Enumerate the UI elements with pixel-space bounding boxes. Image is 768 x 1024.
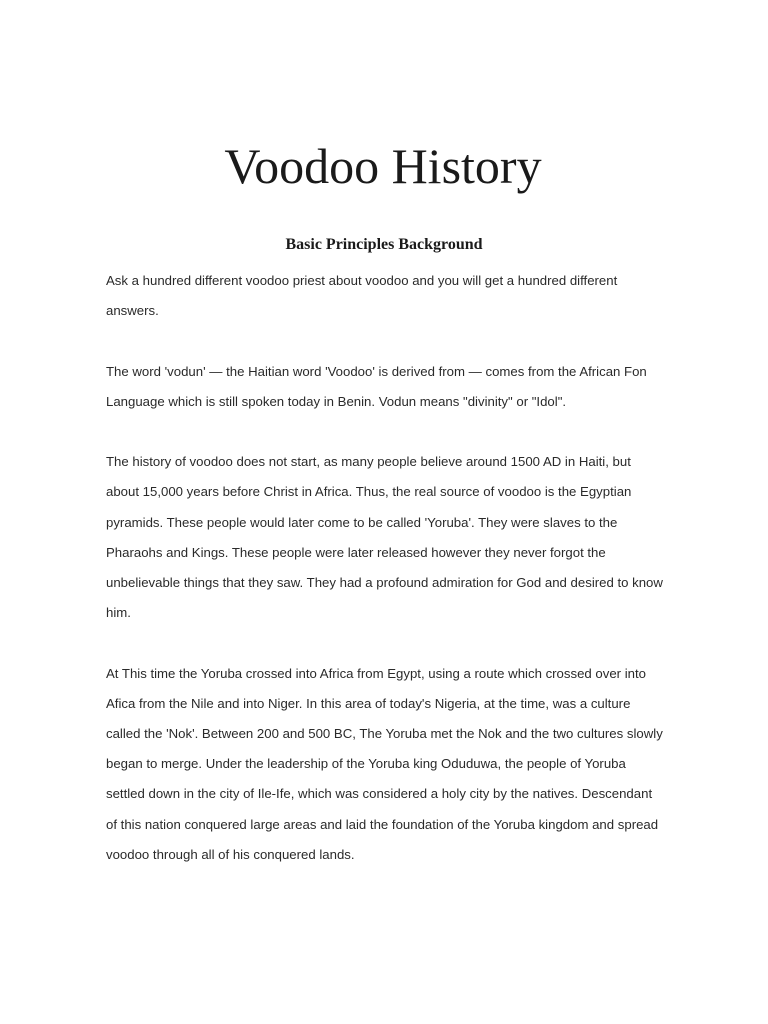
body-text	[106, 266, 666, 900]
paragraph-etymology: The word 'vodun' — the Haitian word 'Voodoo' is derived from — comes from the African Fon Language which is still spoken today in Benin. Vodun means "divinity" or "Idol".	[106, 363, 647, 409]
paragraph-origins: The history of voodoo does not start, as many people believe around 1500 AD in Haiti, but about 15,000 years before Christ in Africa. Thus, the real source of voodoo is the Egyptian pyramids. These people would later come to be called 'Yoruba'. They were slaves to the Pharaohs and Kings. These people were later released however they never forgot the unbelievable things that they saw. They had a profound admiration for God and desired to know him.	[106, 454, 663, 621]
section-heading: Basic Principles Background	[285, 236, 483, 253]
paragraph-intro: Ask a hundred different voodoo priest about voodoo and you will get a hundred different answers.	[106, 273, 618, 319]
paragraph-yoruba-migration: At This time the Yoruba crossed into Africa from Egypt, using a route which crossed over into Afica from the Nile and into Niger. In this area of today's Nigeria, at the time, was a culture called the 'Nok'. Between 200 and 500 BC, The Yoruba met the Nok and the two cultures slowly began to merge. Under the leadership of the Yoruba king Oduduwa, the people of Yoruba settled down in the city of Ile-Ife, which was considered a holy city by the natives. Descendant of this nation conquered large areas and laid the foundation of the Yoruba kingdom and spread voodoo through all of his conquered lands.	[106, 665, 663, 862]
document-title: Voodoo History	[224, 138, 542, 194]
